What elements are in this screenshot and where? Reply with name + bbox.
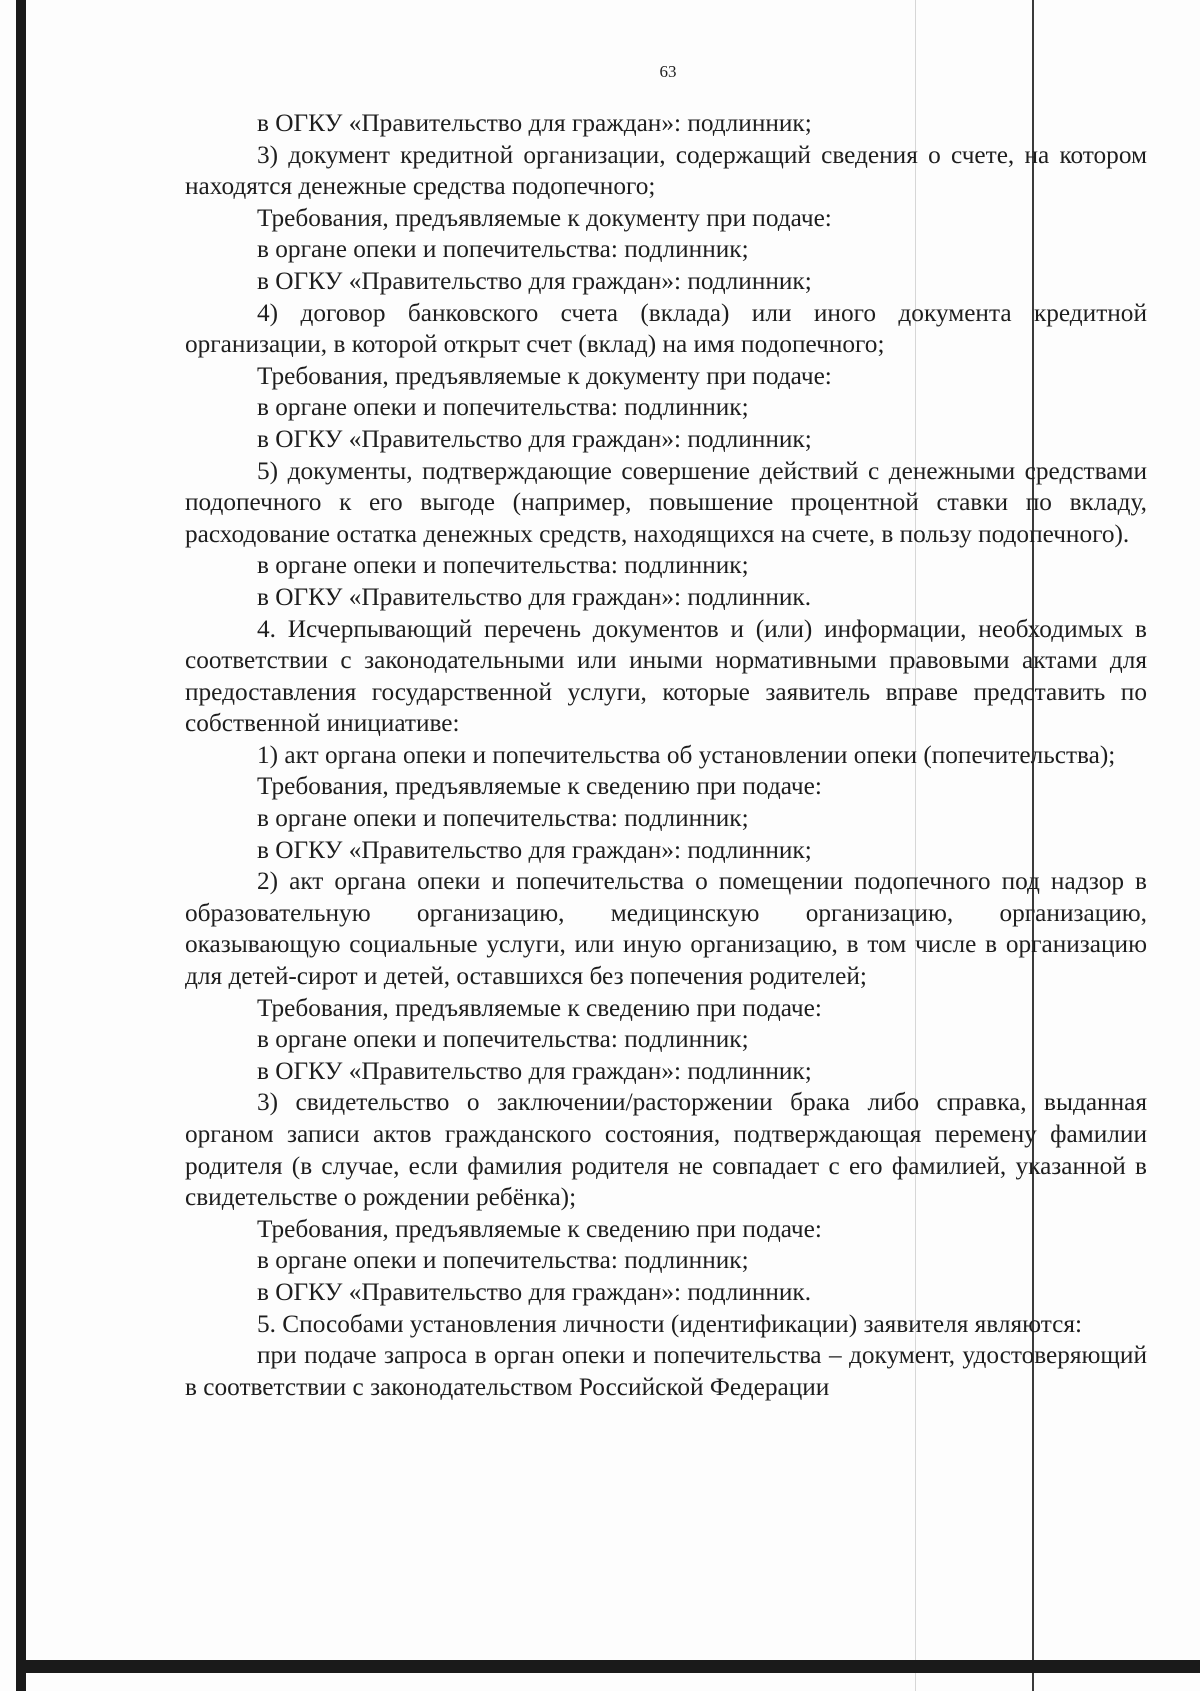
document-body xyxy=(185,108,1147,1403)
paragraph: в ОГКУ «Правительство для граждан»: подлинник; xyxy=(257,835,812,864)
paragraph: 3) документ кредитной организации, содержащий сведения о счете, на котором находятся денежные средства подопечного; xyxy=(185,140,1147,201)
paragraph: в ОГКУ «Правительство для граждан»: подлинник. xyxy=(257,582,812,611)
paragraph: Требования, предъявляемые к документу при подаче: xyxy=(257,203,832,232)
paragraph: 2) акт органа опеки и попечительства о помещении подопечного под надзор в образовательную организацию, медицинскую организацию, организацию, оказывающую социальные услуги, или иную организацию, в том числе в организацию для детей-сирот и детей, оставшихся без попечения родителей; xyxy=(185,867,1147,991)
paragraph: 4. Исчерпывающий перечень документов и (или) информации, необходимых в соответствии с законодательными или иными нормативными правовыми актами для предоставления государственной услуги, которые заявитель вправе представить по собственной инициативе: xyxy=(185,614,1147,738)
paragraph: в органе опеки и попечительства: подлинник; xyxy=(257,1025,749,1054)
scan-edge-left xyxy=(16,0,26,1691)
paragraph: при подаче запроса в орган опеки и попечительства – документ, удостоверяющий в соответствии с законодательством Российской Федерации xyxy=(185,1341,1147,1401)
paragraph: Требования, предъявляемые к сведению при подаче: xyxy=(257,993,822,1022)
page-number: 63 xyxy=(659,62,677,81)
paragraph: в ОГКУ «Правительство для граждан»: подлинник; xyxy=(257,109,812,137)
paragraph: в ОГКУ «Правительство для граждан»: подлинник; xyxy=(257,266,812,295)
paragraph: 3) свидетельство о заключении/расторжении брака либо справка, выданная органом записи актов гражданского состояния, подтверждающая перемену фамилии родителя (в случае, если фамилия родителя не совпадает с его фамилией, указанной в свидетельстве о рождении ребёнка); xyxy=(185,1088,1147,1212)
paragraph: 4) договор банковского счета (вклада) или иного документа кредитной организации, в которой открыт счет (вклад) на имя подопечного; xyxy=(185,298,1147,359)
paragraph: 5. Способами установления личности (идентификации) заявителя являются: xyxy=(257,1309,1082,1338)
paragraph: в органе опеки и попечительства: подлинник; xyxy=(257,235,749,264)
paragraph: в органе опеки и попечительства: подлинник; xyxy=(257,393,749,422)
paragraph: в ОГКУ «Правительство для граждан»: подлинник; xyxy=(257,1056,812,1085)
paragraph: в органе опеки и попечительства: подлинник; xyxy=(257,551,749,580)
scan-edge-bottom xyxy=(16,1660,1200,1673)
paragraph: 1) акт органа опеки и попечительства об установлении опеки (попечительства); xyxy=(257,740,1116,769)
paragraph: в органе опеки и попечительства: подлинник; xyxy=(257,804,749,833)
paragraph: Требования, предъявляемые к документу при подаче: xyxy=(257,361,832,390)
paragraph: в органе опеки и попечительства: подлинник; xyxy=(257,1246,749,1275)
paragraph: в ОГКУ «Правительство для граждан»: подлинник. xyxy=(257,1277,812,1306)
paragraph: в ОГКУ «Правительство для граждан»: подлинник; xyxy=(257,424,812,453)
paragraph: 5) документы, подтверждающие совершение действий с денежными средствами подопечного к его выгоде (например, повышение процентной ставки по вкладу, расходование остатка денежных средств, находящихся на счете, в пользу подопечного). xyxy=(185,456,1147,548)
paragraph: Требования, предъявляемые к сведению при подаче: xyxy=(257,1214,822,1243)
paragraph: Требования, предъявляемые к сведению при подаче: xyxy=(257,772,822,801)
